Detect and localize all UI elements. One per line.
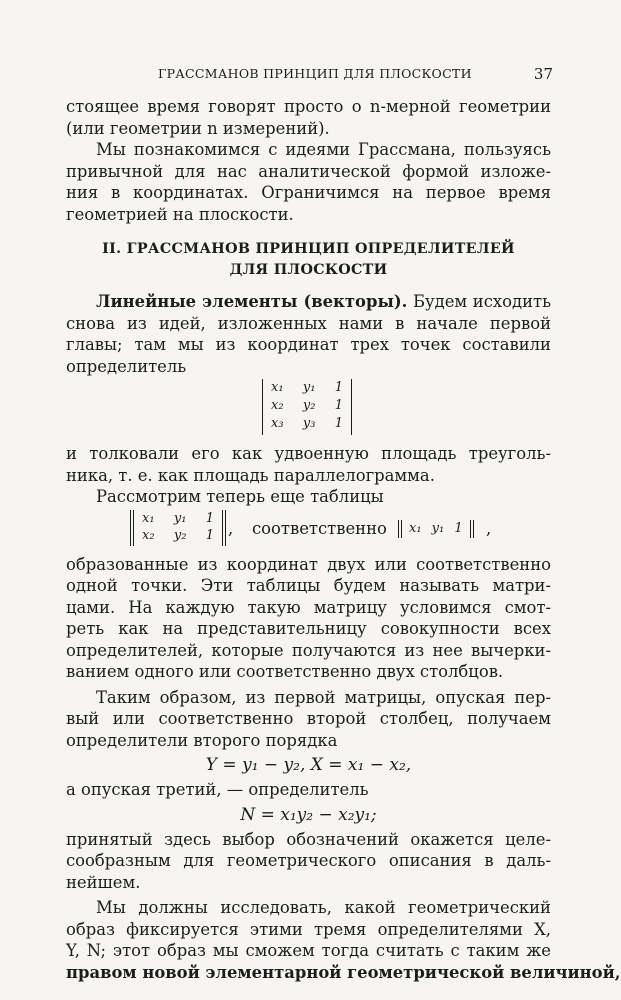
matrix-entry: y₂ <box>302 398 316 413</box>
paragraph-7 <box>66 687 551 752</box>
matrix-entry: y₃ <box>302 416 316 431</box>
punctuation: , <box>228 518 234 538</box>
text-line: нейшем. <box>66 872 141 892</box>
body-text <box>66 96 621 983</box>
matrix-row <box>134 510 222 527</box>
running-header <box>66 66 555 86</box>
matrix-entry: y₁ <box>173 510 187 526</box>
matrix-entry: 1 <box>205 527 214 543</box>
section-heading-line: II. ГРАССМАНОВ ПРИНЦИП ОПРЕДЕЛИТЕЛЕЙ <box>102 241 515 257</box>
text-line: привычной для нас аналитической формой изложе- <box>66 161 551 181</box>
page-number: 37 <box>533 65 553 83</box>
text-line: определитель <box>66 356 187 376</box>
text-line: вый или соответственно второй столбец, получаем <box>66 709 551 728</box>
punctuation: , <box>486 518 492 538</box>
text-line: ванием одного или соответственно двух столбцов. <box>66 662 504 681</box>
text-line: (или геометрии n измерений). <box>66 118 330 138</box>
text-line: Y, N; этот образ мы сможем тогда считать с таким же <box>66 941 551 960</box>
matrix-entry: 1 <box>334 380 343 395</box>
text-line: и толковали его как удвоенную площадь треуголь- <box>66 444 551 463</box>
paragraph-8 <box>66 779 551 801</box>
text-line: снова из идей, изложенных нами в начале первой <box>66 313 551 333</box>
text-line: ника, т. е. как площадь параллелограмма. <box>66 465 435 485</box>
paragraph-3 <box>66 291 551 377</box>
header-title: ГРАССМАНОВ ПРИНЦИП ДЛЯ ПЛОСКОСТИ <box>158 66 472 81</box>
text-line: Таким образом, из первой матрицы, опуская пер- <box>96 687 551 707</box>
determinant-3x3 <box>66 377 551 443</box>
text-line: стоящее время говорят просто о n-мерной геометрии <box>66 97 551 116</box>
matrix-entry: x₂ <box>142 527 155 543</box>
determinant-row <box>263 379 351 397</box>
matrix-2x3 <box>130 510 226 546</box>
text-line: а опуская третий, — определитель <box>66 780 369 799</box>
paragraph-5 <box>66 486 551 508</box>
determinant-bars <box>262 379 352 435</box>
matrix-entry: 1 <box>205 510 214 526</box>
text-line: Мы должны исследовать, какой геометрический <box>96 898 551 917</box>
text-line: ния в координатах. Ограничимся на первое время <box>66 183 551 202</box>
matrix-entry: 1 <box>334 398 343 413</box>
respectively-word: соответственно <box>252 518 387 538</box>
matrix-entry: x₁ <box>271 380 284 395</box>
text-line: определителей, которые получаются из нее вычерки- <box>66 640 551 660</box>
text-line: сообразным для геометрического описания в даль- <box>66 851 551 870</box>
text-line: геометрией на плоскости. <box>66 204 294 224</box>
paragraph-4 <box>66 443 551 486</box>
paragraph-6 <box>66 554 551 683</box>
determinant-row <box>263 397 351 415</box>
paragraph-10 <box>66 897 621 983</box>
text-run: Будем исходить <box>407 292 551 311</box>
matrix-entry: x₁ <box>142 510 155 526</box>
equation-n: N = x₁y₂ − x₂y₁; <box>240 804 377 825</box>
text-line: правом новой элементарной геометрической величиной, <box>66 962 621 982</box>
run-in-heading: Линейные элементы (векторы). <box>96 292 408 311</box>
equation-y-x: Y = y₁ − y₂, X = x₁ − x₂, <box>205 755 412 775</box>
paragraph-2 <box>66 139 551 225</box>
paragraph-1 <box>66 96 551 139</box>
matrix-entry: y₁ <box>302 380 316 395</box>
matrix-entry: 1 <box>334 416 343 431</box>
text-line <box>66 291 551 313</box>
text-line: Рассмотрим теперь еще таблицы <box>96 487 384 506</box>
text-line: образ фиксируется этими тремя определителями X, <box>66 919 551 939</box>
text-line: принятый здесь выбор обозначений окажется целе- <box>66 829 551 849</box>
text-line: цами. На каждую такую матрицу условимся смот- <box>66 597 551 617</box>
text-line: главы; там мы из координат трех точек составили <box>66 335 551 354</box>
section-heading-line: ДЛЯ ПЛОСКОСТИ <box>229 262 388 278</box>
matrix-entry: x₂ <box>271 398 284 413</box>
determinant-row <box>263 415 351 433</box>
paragraph-9 <box>66 829 551 894</box>
matrices-line <box>66 508 551 554</box>
text-line: одной точки. Эти таблицы будем называть матри- <box>66 576 551 595</box>
matrix-1x3: x₁ y₁ 1 <box>398 520 474 538</box>
section-heading <box>66 239 551 281</box>
matrix-entry: x₃ <box>271 416 284 431</box>
text-line: Мы познакомимся с идеями Грассмана, пользуясь <box>96 140 551 159</box>
matrix-row <box>134 527 222 544</box>
text-line: определители второго порядка <box>66 730 338 750</box>
text-line: образованные из координат двух или соответственно <box>66 554 551 574</box>
text-line: реть как на представительницу совокупности всех <box>66 619 551 638</box>
matrix-entry: y₂ <box>173 527 187 543</box>
